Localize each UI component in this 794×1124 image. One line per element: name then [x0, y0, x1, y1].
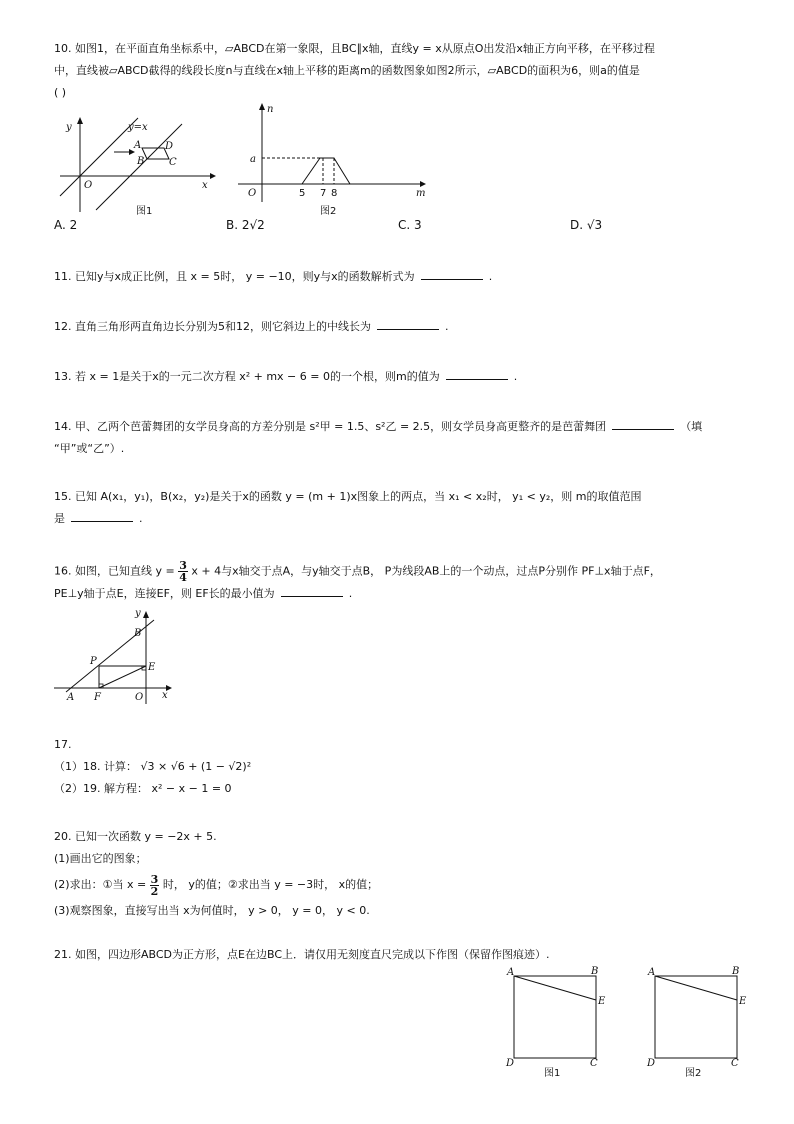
question-15 [54, 486, 744, 530]
q10-line3: ( ) [54, 86, 67, 99]
fraction-3-4 [178, 560, 188, 583]
label-p: P [90, 656, 97, 667]
q12-text: 12. 直角三角形两直角边长分别为5和12，则它斜边上的中线长为 [54, 320, 371, 333]
m-axis-arrow [420, 181, 426, 187]
question-11 [54, 266, 744, 288]
q21-figure-1 [502, 966, 614, 1078]
label-d: D [506, 1058, 515, 1069]
label-a-level: a [250, 154, 256, 165]
q15-end: . [139, 512, 143, 525]
q15-line2: 是 [54, 512, 65, 525]
question-17 [54, 734, 744, 800]
label-o: O [248, 188, 257, 199]
question-21 [54, 944, 744, 966]
q21-text: 21. 如图，四边形ABCD为正方形，点E在边BC上．请仅用无刻度直尺完成以下作图（保留作图痕迹）. [54, 948, 550, 961]
label-e: E [739, 996, 747, 1007]
q12-end: . [444, 320, 449, 333]
label-d: D [647, 1058, 656, 1069]
q10-figure-1 [50, 112, 220, 222]
q10-line1: 10. 如图1，在平面直角坐标系中，▱ABCD在第一象限，且BC∥x轴，直线y = x从原点O出发沿x轴正方向平移，在平移过程 [54, 42, 655, 55]
label-f: F [94, 692, 101, 703]
tick-5: 5 [299, 188, 306, 199]
label-a: A [134, 140, 142, 151]
label-d: D [165, 141, 174, 152]
label-y: y [135, 608, 141, 619]
question-13 [54, 366, 744, 388]
n-axis-arrow [259, 103, 265, 110]
y-axis-arrow [77, 117, 83, 124]
answer-blank [377, 317, 439, 330]
denominator: 2 [150, 884, 159, 898]
segment-ae [514, 976, 596, 1000]
label-b: B [134, 628, 142, 639]
label-c: C [731, 1058, 739, 1069]
segment-ef [99, 666, 146, 688]
question-20 [54, 826, 744, 922]
label-o: O [135, 692, 144, 703]
trapezoid-graph [302, 158, 350, 184]
label-a: A [648, 967, 656, 978]
fraction-3-2 [150, 874, 160, 897]
q16-pre: 16. 如图，已知直线 y = [54, 564, 175, 578]
caption-figure-1: 图1 [136, 206, 153, 217]
caption-figure-1: 图1 [544, 1068, 561, 1078]
answer-blank [71, 509, 133, 522]
q17-title: 17. [54, 738, 72, 751]
question-12 [54, 316, 744, 338]
label-e: E [148, 662, 156, 673]
label-b: B [732, 966, 740, 977]
label-e: E [598, 996, 606, 1007]
label-line-y-equals-x: y=x [128, 122, 148, 133]
tick-7: 7 [320, 188, 327, 199]
answer-blank [281, 584, 343, 597]
q10-option-d: D. √3 [570, 218, 603, 232]
q17-part-2: （2）19. 解方程： x² − x − 1 = 0 [54, 782, 232, 795]
numerator: 3 [179, 559, 187, 572]
y-axis-arrow [143, 611, 149, 618]
q20-part-1: (1)画出它的图象； [54, 852, 147, 865]
label-c: C [169, 157, 177, 168]
tick-8: 8 [331, 188, 338, 199]
answer-blank [446, 367, 508, 380]
q15-line1: 15. 已知 A(x₁，y₁)，B(x₂，y₂)是关于x的函数 y = (m + 1)x图象上的两点，当 x₁ < x₂时， y₁ < y₂，则 m的取值范围 [54, 490, 642, 503]
q13-text: 13. 若 x = 1是关于x的一元二次方程 x² + mx − 6 = 0的一个根，则m的值为 [54, 370, 440, 383]
label-y: y [66, 122, 72, 133]
q16-figure [50, 606, 180, 706]
q11-end: . [488, 270, 493, 283]
label-m: m [416, 188, 426, 199]
q13-end: . [513, 370, 518, 383]
q14-fill: （填 [680, 420, 703, 433]
numerator: 3 [150, 872, 159, 886]
q10-option-a: A. 2 [54, 218, 78, 232]
q10-option-b: B. 2√2 [226, 218, 265, 232]
q14-line2: “甲”或“乙”）. [54, 442, 125, 455]
answer-blank [612, 417, 674, 430]
label-n: n [267, 104, 274, 115]
denominator: 4 [179, 571, 187, 584]
question-14 [54, 416, 744, 460]
caption-figure-2: 图2 [685, 1068, 702, 1078]
label-x: x [202, 180, 208, 191]
line-y-equals-x [60, 118, 138, 196]
q21-figure-2 [643, 966, 755, 1078]
segment-ae [655, 976, 737, 1000]
q10-option-c: C. 3 [398, 218, 422, 232]
q20-part-2-post: 时， y的值；②求出当 y = −3时， x的值； [162, 878, 379, 891]
answer-blank [421, 267, 483, 280]
label-x: x [162, 690, 168, 701]
q16-end: . [348, 587, 353, 600]
q11-text: 11. 已知y与x成正比例，且 x = 5时， y = −10，则y与x的函数解析式为 [54, 270, 415, 283]
question-10 [54, 38, 744, 104]
label-o: O [84, 180, 93, 191]
label-a: A [507, 967, 515, 978]
label-a: A [67, 692, 75, 703]
q16-line2: PE⊥y轴于点E，连接EF，则 EF长的最小值为 [54, 587, 275, 600]
q17-part-1: （1）18. 计算： √3 × √6 + (1 − √2)² [54, 760, 252, 773]
q10-line2: 中，直线被▱ABCD截得的线段长度n与直线在x轴上平移的距离m的函数图象如图2所示，▱ABCD的面积为6，则a的值是 [54, 64, 640, 77]
caption-figure-2: 图2 [320, 206, 337, 217]
q20-title: 20. 已知一次函数 y = −2x + 5. [54, 830, 217, 843]
q20-part-3: (3)观察图象，直接写出当 x为何值时， y > 0， y = 0， y < 0. [54, 904, 370, 917]
label-b: B [591, 966, 599, 977]
question-16 [54, 560, 744, 605]
x-axis-arrow [210, 173, 216, 179]
q20-part-2-pre: (2)求出：①当 x = [54, 878, 147, 891]
label-b: B [137, 156, 145, 167]
label-c: C [590, 1058, 598, 1069]
q16-post: x + 4与x轴交于点A，与y轴交于点B， P为线段AB上的一个动点，过点P分别作 PF⊥x轴于点F， [191, 564, 661, 578]
q14-line1: 14. 甲、乙两个芭蕾舞团的女学员身高的方差分别是 s²甲 = 1.5、s²乙 = 2.5，则女学员身高更整齐的是芭蕾舞团 [54, 420, 607, 433]
q10-figure-2 [230, 98, 430, 222]
